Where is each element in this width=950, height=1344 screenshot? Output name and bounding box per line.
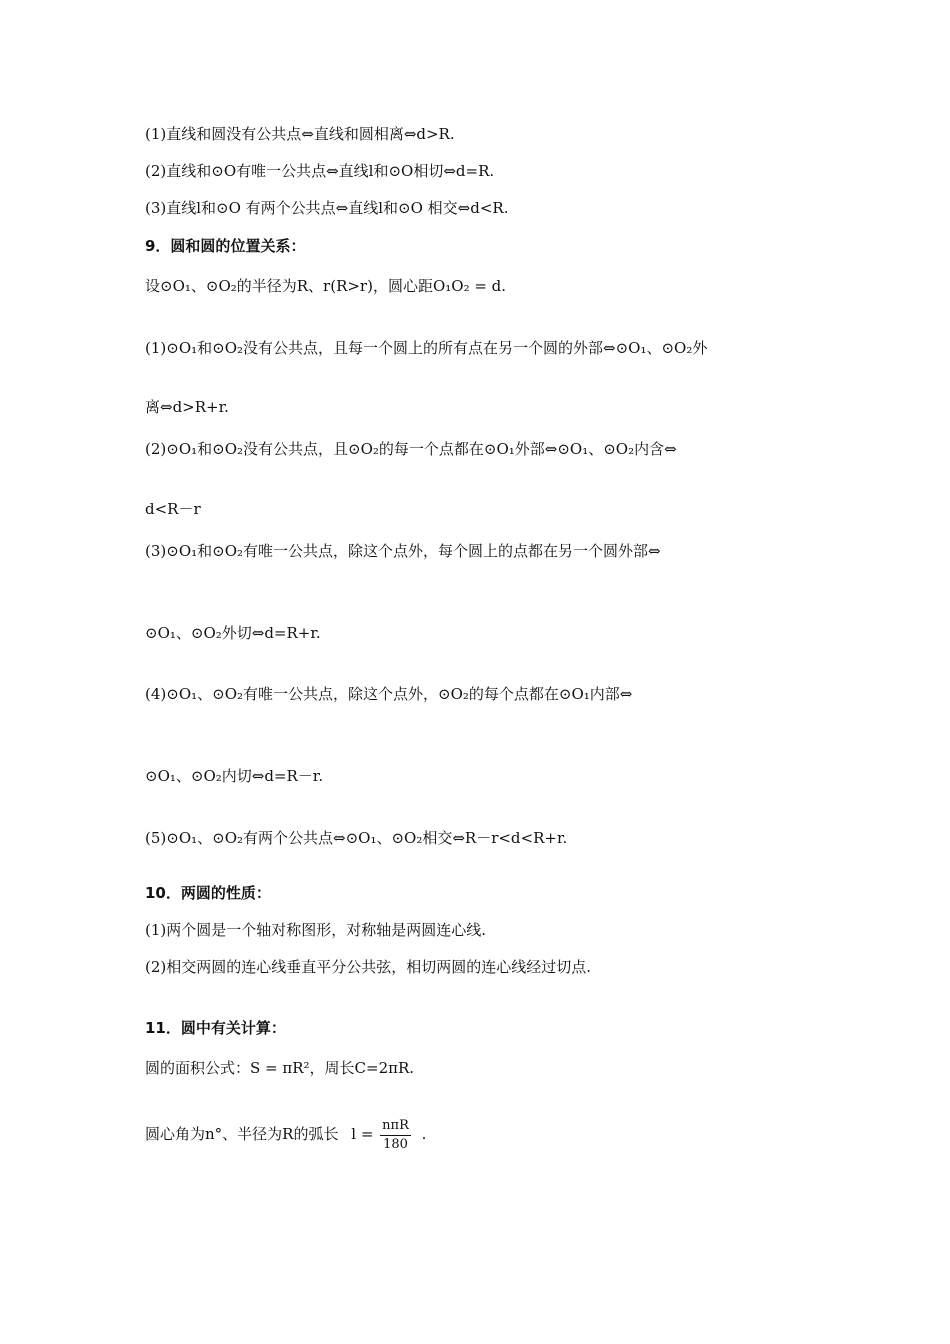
line-3: (3)直线l和⊙O 有两个公共点⇔直线l和⊙O 相交⇔d<R. xyxy=(145,199,509,217)
arc-denominator: 180 xyxy=(383,1136,408,1152)
line-7: 离⇔d>R+r. xyxy=(145,398,229,416)
line-11: ⊙O₁、⊙O₂外切⇔d=R+r. xyxy=(145,624,321,642)
line-14: (5)⊙O₁、⊙O₂有两个公共点⇔⊙O₁、⊙O₂相交⇔R－r<d<R+r. xyxy=(145,829,568,847)
arc-prefix: 圆心角为n°、半径为R的弧长 xyxy=(145,1125,339,1143)
heading-9: 9．圆和圆的位置关系： xyxy=(145,237,306,255)
line-17: (2)相交两圆的连心线垂直平分公共弦，相切两圆的连心线经过切点. xyxy=(145,958,592,976)
line-10: (3)⊙O₁和⊙O₂有唯一公共点，除这个点外，每个圆上的点都在另一个圆外部⇔ xyxy=(145,542,661,560)
arc-numerator: nπR xyxy=(380,1117,411,1136)
line-13: ⊙O₁、⊙O₂内切⇔d=R－r. xyxy=(145,767,324,785)
line-6: (1)⊙O₁和⊙O₂没有公共点，且每一个圆上的所有点在另一个圆的外部⇔⊙O₁、⊙O₂外 xyxy=(145,339,708,357)
line-16: (1)两个圆是一个轴对称图形，对称轴是两圆连心线. xyxy=(145,921,487,939)
arc-length-formula xyxy=(145,1114,426,1154)
line-2: (2)直线和⊙O有唯一公共点⇔直线l和⊙O相切⇔d=R. xyxy=(145,162,495,180)
heading-11: 11．圆中有关计算： xyxy=(145,1019,286,1037)
line-1: (1)直线和圆没有公共点⇔直线和圆相离⇔d>R. xyxy=(145,125,455,143)
line-8: (2)⊙O₁和⊙O₂没有公共点，且⊙O₂的每一个点都在⊙O₁外部⇔⊙O₁、⊙O₂内含⇔ xyxy=(145,440,677,458)
arc-lhs: l = xyxy=(351,1125,374,1143)
line-5: 设⊙O₁、⊙O₂的半径为R、r(R>r)，圆心距O₁O₂ = d. xyxy=(145,277,507,295)
line-9: d<R－r xyxy=(145,500,201,518)
line-19: 圆的面积公式：S = πR²，周长C=2πR. xyxy=(145,1059,415,1077)
arc-suffix: . xyxy=(421,1125,427,1143)
line-12: (4)⊙O₁、⊙O₂有唯一公共点，除这个点外，⊙O₂的每个点都在⊙O₁内部⇔ xyxy=(145,685,633,703)
heading-10: 10．两圆的性质： xyxy=(145,884,271,902)
arc-fraction xyxy=(380,1117,411,1154)
